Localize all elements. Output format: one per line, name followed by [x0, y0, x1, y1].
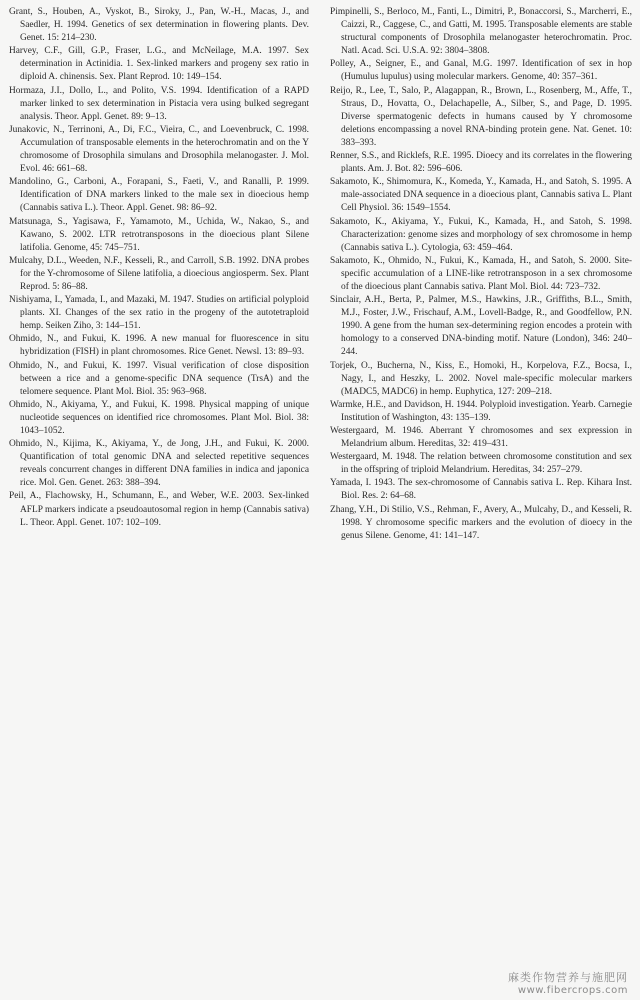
watermark-text: 麻类作物营养与施肥网 [508, 971, 628, 984]
reference-entry: Grant, S., Houben, A., Vyskot, B., Siroky, J., Pan, W.-H., Macas, J., and Saedler, H. 1994. Genetics of sex determination in flowering plants. Dev. Genet. 15: 214–230. [9, 7, 309, 44]
reference-entry: Sinclair, A.H., Berta, P., Palmer, M.S., Hawkins, J.R., Griffiths, B.L., Smith, M.J., Foster, J.W., Frischauf, A.M., Lovell-Badge, R., and Goodfellow, P.N. 1990. A gene from the human sex-determining region encodes a protein with homology to a conserved DNA-binding motif. Nature (London), 346: 240–244. [330, 295, 632, 358]
reference-entry: Peil, A., Flachowsky, H., Schumann, E., and Weber, W.E. 2003. Sex-linked AFLP markers indicate a pseudoautosomal region in hemp (Cannabis sativa) L. Theor. Appl. Genet. 107: 102–109. [9, 491, 309, 528]
reference-entry: Matsunaga, S., Yagisawa, F., Yamamoto, M., Uchida, W., Nakao, S., and Kawano, S. 2002. LTR retrotransposons in the dioecious plant Silene latifolia. Genome, 45: 745–751. [9, 216, 309, 253]
reference-entry: Yamada, I. 1943. The sex-chromosome of Cannabis sativa L. Rep. Kihara Inst. Biol. Res. 2: 64–68. [330, 478, 632, 502]
reference-entry: Ohmido, N., and Fukui, K. 1996. A new manual for fluorescence in situ hybridization (FISH) in plant chromosomes. Rice Genet. Newsl. 13: 89–93. [9, 334, 309, 358]
reference-column-left [9, 6, 309, 530]
reference-entry: Ohmido, N., Kijima, K., Akiyama, Y., de Jong, J.H., and Fukui, K. 2000. Quantification of total genomic DNA and selected repetitive sequences reveals concurrent changes in different DNA families in indica and japonica rice. Mol. Gen. Genet. 263: 388–394. [9, 439, 309, 489]
reference-entry: Nishiyama, I., Yamada, I., and Mazaki, M. 1947. Studies on artificial polyploid plants. XI. Changes of the sex ratio in the progeny of the autotetraploid hemp. Seiken Ziho, 3: 144–151. [9, 295, 309, 332]
reference-entry: Ohmido, N., Akiyama, Y., and Fukui, K. 1998. Physical mapping of unique nucleotide sequences on identified rice chromosomes. Plant Mol. Biol. 38: 1043–1052. [9, 399, 309, 436]
reference-entry: Mandolino, G., Carboni, A., Forapani, S., Faeti, V., and Ranalli, P. 1999. Identification of DNA markers linked to the male sex in dioecious hemp (Cannabis sativa L.). Theor. Appl. Genet. 98: 86–92. [9, 177, 309, 214]
reference-entry: Hormaza, J.I., Dollo, L., and Polito, V.S. 1994. Identification of a RAPD marker linked to sex determination in Pistacia vera using bulked segregant analysis. Theor. Appl. Genet. 89: 9–13. [9, 85, 309, 122]
reference-entry: Zhang, Y.H., Di Stilio, V.S., Rehman, F., Avery, A., Mulcahy, D., and Kesseli, R. 1998. Y chromosome specific markers and the evolution of dioecy in the genus Silene. Genome, 41: 141–147. [330, 504, 632, 541]
reference-entry: Mulcahy, D.L., Weeden, N.F., Kesseli, R., and Carroll, S.B. 1992. DNA probes for the Y-chromosome of Silene latifolia, a dioecious angiosperm. Sex. Plant Reprod. 5: 86–88. [9, 255, 309, 292]
watermark-url: www.fibercrops.com [517, 985, 628, 996]
reference-entry: Junakovic, N., Terrinoni, A., Di, F.C., Vieira, C., and Loevenbruck, C. 1998. Accumulation of transposable elements in the heterochromatin and on the Y chromosome of Drosophila simulans and Drosophila melanogaster. J. Mol. Evol. 46: 661–68. [9, 124, 309, 175]
reference-column-right [330, 6, 632, 543]
reference-entry: Sakamoto, K., Akiyama, Y., Fukui, K., Kamada, H., and Satoh, S. 1998. Characterization: genome sizes and morphology of sex chromosome in hemp (Cannabis sativa L.). Cytologia, 63: 459–464. [330, 216, 632, 253]
site-watermark [508, 969, 628, 996]
reference-entry: Warmke, H.E., and Davidson, H. 1944. Polyploid investigation. Yearb. Carnegie Institution of Washington, 43: 135–139. [330, 399, 632, 423]
reference-entry: Renner, S.S., and Ricklefs, R.E. 1995. Dioecy and its correlates in the flowering plants. Am. J. Bot. 82: 596–606. [330, 151, 632, 175]
reference-entry: Sakamoto, K., Shimomura, K., Komeda, Y., Kamada, H., and Satoh, S. 1995. A male-associated DNA sequence in a dioecious plant, Cannabis sativa L. Plant Cell Physiol. 36: 1549–1554. [330, 177, 632, 214]
reference-entry: Reijo, R., Lee, T., Salo, P., Alagappan, R., Brown, L., Rosenberg, M., Affe, T., Straus, D., Hovatta, O., Delachapelle, A., Silber, S., and Page, D. 1995. Diverse spermatogenic defects in humans caused by Y chromosome deletions encompassing a novel RNA-binding protein gene. Nat. Genet. 10: 383–393. [330, 85, 632, 148]
reference-entry: Westergaard, M. 1948. The relation between chromosome constitution and sex in the offspring of triploid Melandrium. Hereditas, 34: 257–279. [330, 452, 632, 476]
reference-entry: Westergaard, M. 1946. Aberrant Y chromosomes and sex expression in Melandrium album. Hereditas, 32: 419–431. [330, 426, 632, 450]
reference-entry: Pimpinelli, S., Berloco, M., Fanti, L., Dimitri, P., Bonaccorsi, S., Marcherri, E., Caizzi, R., Caggese, C., and Gatti, M. 1995. Transposable elements are stable structural components of Drosophila melanogaster heterochromatin. Proc. Natl. Acad. Sci. U.S.A. 92: 3804–3808. [330, 7, 632, 57]
reference-entry: Torjek, O., Bucherna, N., Kiss, E., Homoki, H., Korpelova, F.Z., Bocsa, I., Nagy, I., and Heszky, L. 2002. Novel male-specific molecular markers (MADC5, MADC6) in hemp. Euphytica, 127: 209–218. [330, 360, 632, 397]
reference-entry: Sakamoto, K., Ohmido, N., Fukui, K., Kamada, H., and Satoh, S. 2000. Site-specific accumulation of a LINE-like retrotransposon in a sex chromosome of the dioecious plant Cannabis sativa. Plant Mol. Biol. 44: 723–732. [330, 255, 632, 292]
reference-entry: Ohmido, N., and Fukui, K. 1997. Visual verification of close disposition between a rice and a genome-specific DNA sequence (TrsA) and the telomere sequence. Plant Mol. Biol. 35: 963–968. [9, 360, 309, 397]
reference-entry: Harvey, C.F., Gill, G.P., Fraser, L.G., and McNeilage, M.A. 1997. Sex determination in Actinidia. 1. Sex-linked markers and progeny sex ratio in diploid A. chinensis. Sex. Plant Reprod. 10: 149–154. [9, 46, 309, 83]
reference-entry: Polley, A., Seigner, E., and Ganal, M.G. 1997. Identification of sex in hop (Humulus lupulus) using molecular markers. Genome, 40: 357–361. [330, 59, 632, 83]
